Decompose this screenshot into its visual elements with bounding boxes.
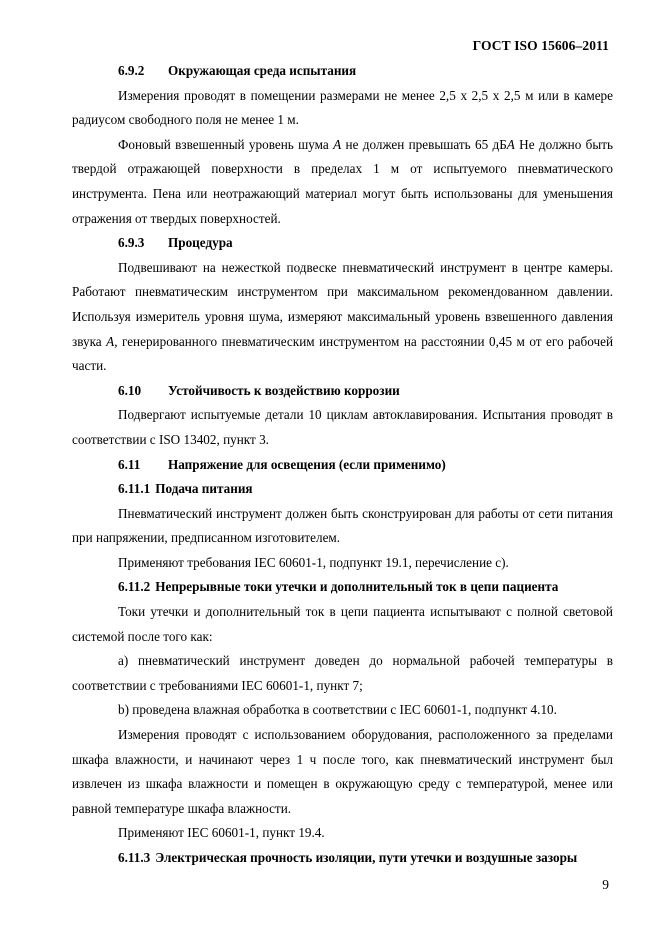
list-item-b: b) проведена влажная обработка в соответствии с IEC 60601-1, подпункт 4.10. <box>118 702 557 718</box>
section-title: Окружающая среда испытания <box>168 63 357 78</box>
section-number: 6.11 <box>118 456 141 472</box>
paragraph: Измерения проводят с использованием оборудования, расположенного за пределами шкафа влажности, и начинают через 1 ч после того, как пневматический инструмент был извлечен из шкафа влажности и помещен в окружающую среду с температурой, менее или равной температуре шкафа влажности. <box>72 727 613 816</box>
variable-a: А <box>106 333 115 349</box>
paragraph: Подвергают испытуемые детали 10 циклам автоклавирования. Испытания проводят в соответствии с ISO 13402, пункт 3. <box>72 407 613 447</box>
section-heading-6-11-1 <box>118 477 613 502</box>
paragraph: Подвешивают на нежесткой подвеске пневматический инструмент в центре камеры. Работают пневматическим инструментом при максимальном рекомендованном давлении. Используя измеритель уровня шума, измеряют максимальный уровень взвешенного давления звука А, генерированного пневматическим инструментом на расстоянии 0,45 м от его рабочей части. <box>72 259 613 374</box>
section-number: 6.9.2 <box>118 63 145 78</box>
paragraph: Фоновый взвешенный уровень шума А не должен превышать 65 дБА Не должно быть твердой отражающей поверхности в пределах 1 м от испытуемого пневматического инструмента. Пена или неотражающий материал могут быть использованы для уменьшения отражения от твердых поверхностей. <box>72 136 614 226</box>
document-code-header: ГОСТ ISO 15606–2011 <box>472 38 609 53</box>
paragraph: Токи утечки и дополнительный ток в цепи пациента испытывают с полной световой системой после того как: <box>72 604 613 644</box>
paragraph: Пневматический инструмент должен быть сконструирован для работы от сети питания при напряжении, предписанном изготовителем. <box>72 505 613 546</box>
page-content <box>72 59 613 871</box>
section-number: 6.11.2 <box>118 579 151 595</box>
section-number: 6.11.1 <box>118 481 151 497</box>
page-number: 9 <box>602 877 609 892</box>
section-heading-6-11-3 <box>118 846 613 871</box>
section-title: Непрерывные токи утечки и дополнительный ток в цепи пациента <box>155 579 559 595</box>
section-number: 6.10 <box>118 382 142 398</box>
section-title: Напряжение для освещения (если применимо) <box>168 456 446 472</box>
section-number: 6.9.3 <box>118 235 145 251</box>
section-title: Электрическая прочность изоляции, пути утечки и воздушные зазоры <box>155 850 578 865</box>
section-heading-6-9-2 <box>118 59 613 84</box>
paragraph: Применяют IEC 60601-1, пункт 19.4. <box>118 825 325 841</box>
section-number: 6.11.3 <box>118 850 151 865</box>
section-heading-6-10 <box>118 379 613 404</box>
section-title: Процедура <box>168 235 233 251</box>
section-heading-6-11 <box>118 453 613 478</box>
variable-a: А <box>333 136 342 152</box>
section-title: Устойчивость к воздействию коррозии <box>168 382 400 398</box>
section-heading-6-11-2 <box>118 575 613 600</box>
paragraph: Применяют требования IEC 60601-1, подпункт 19.1, перечисление с). <box>118 554 509 570</box>
variable-a: А <box>506 136 515 152</box>
section-title: Подача питания <box>155 481 253 497</box>
section-heading-6-9-3 <box>118 231 613 256</box>
list-item-a: а) пневматический инструмент доведен до нормальной рабочей температуры в соответствии с требованиями IEC 60601-1, пункт 7; <box>72 653 613 693</box>
paragraph: Измерения проводят в помещении размерами не менее 2,5 х 2,5 х 2,5 м или в камере радиусом свободного поля не менее 1 м. <box>72 87 613 128</box>
